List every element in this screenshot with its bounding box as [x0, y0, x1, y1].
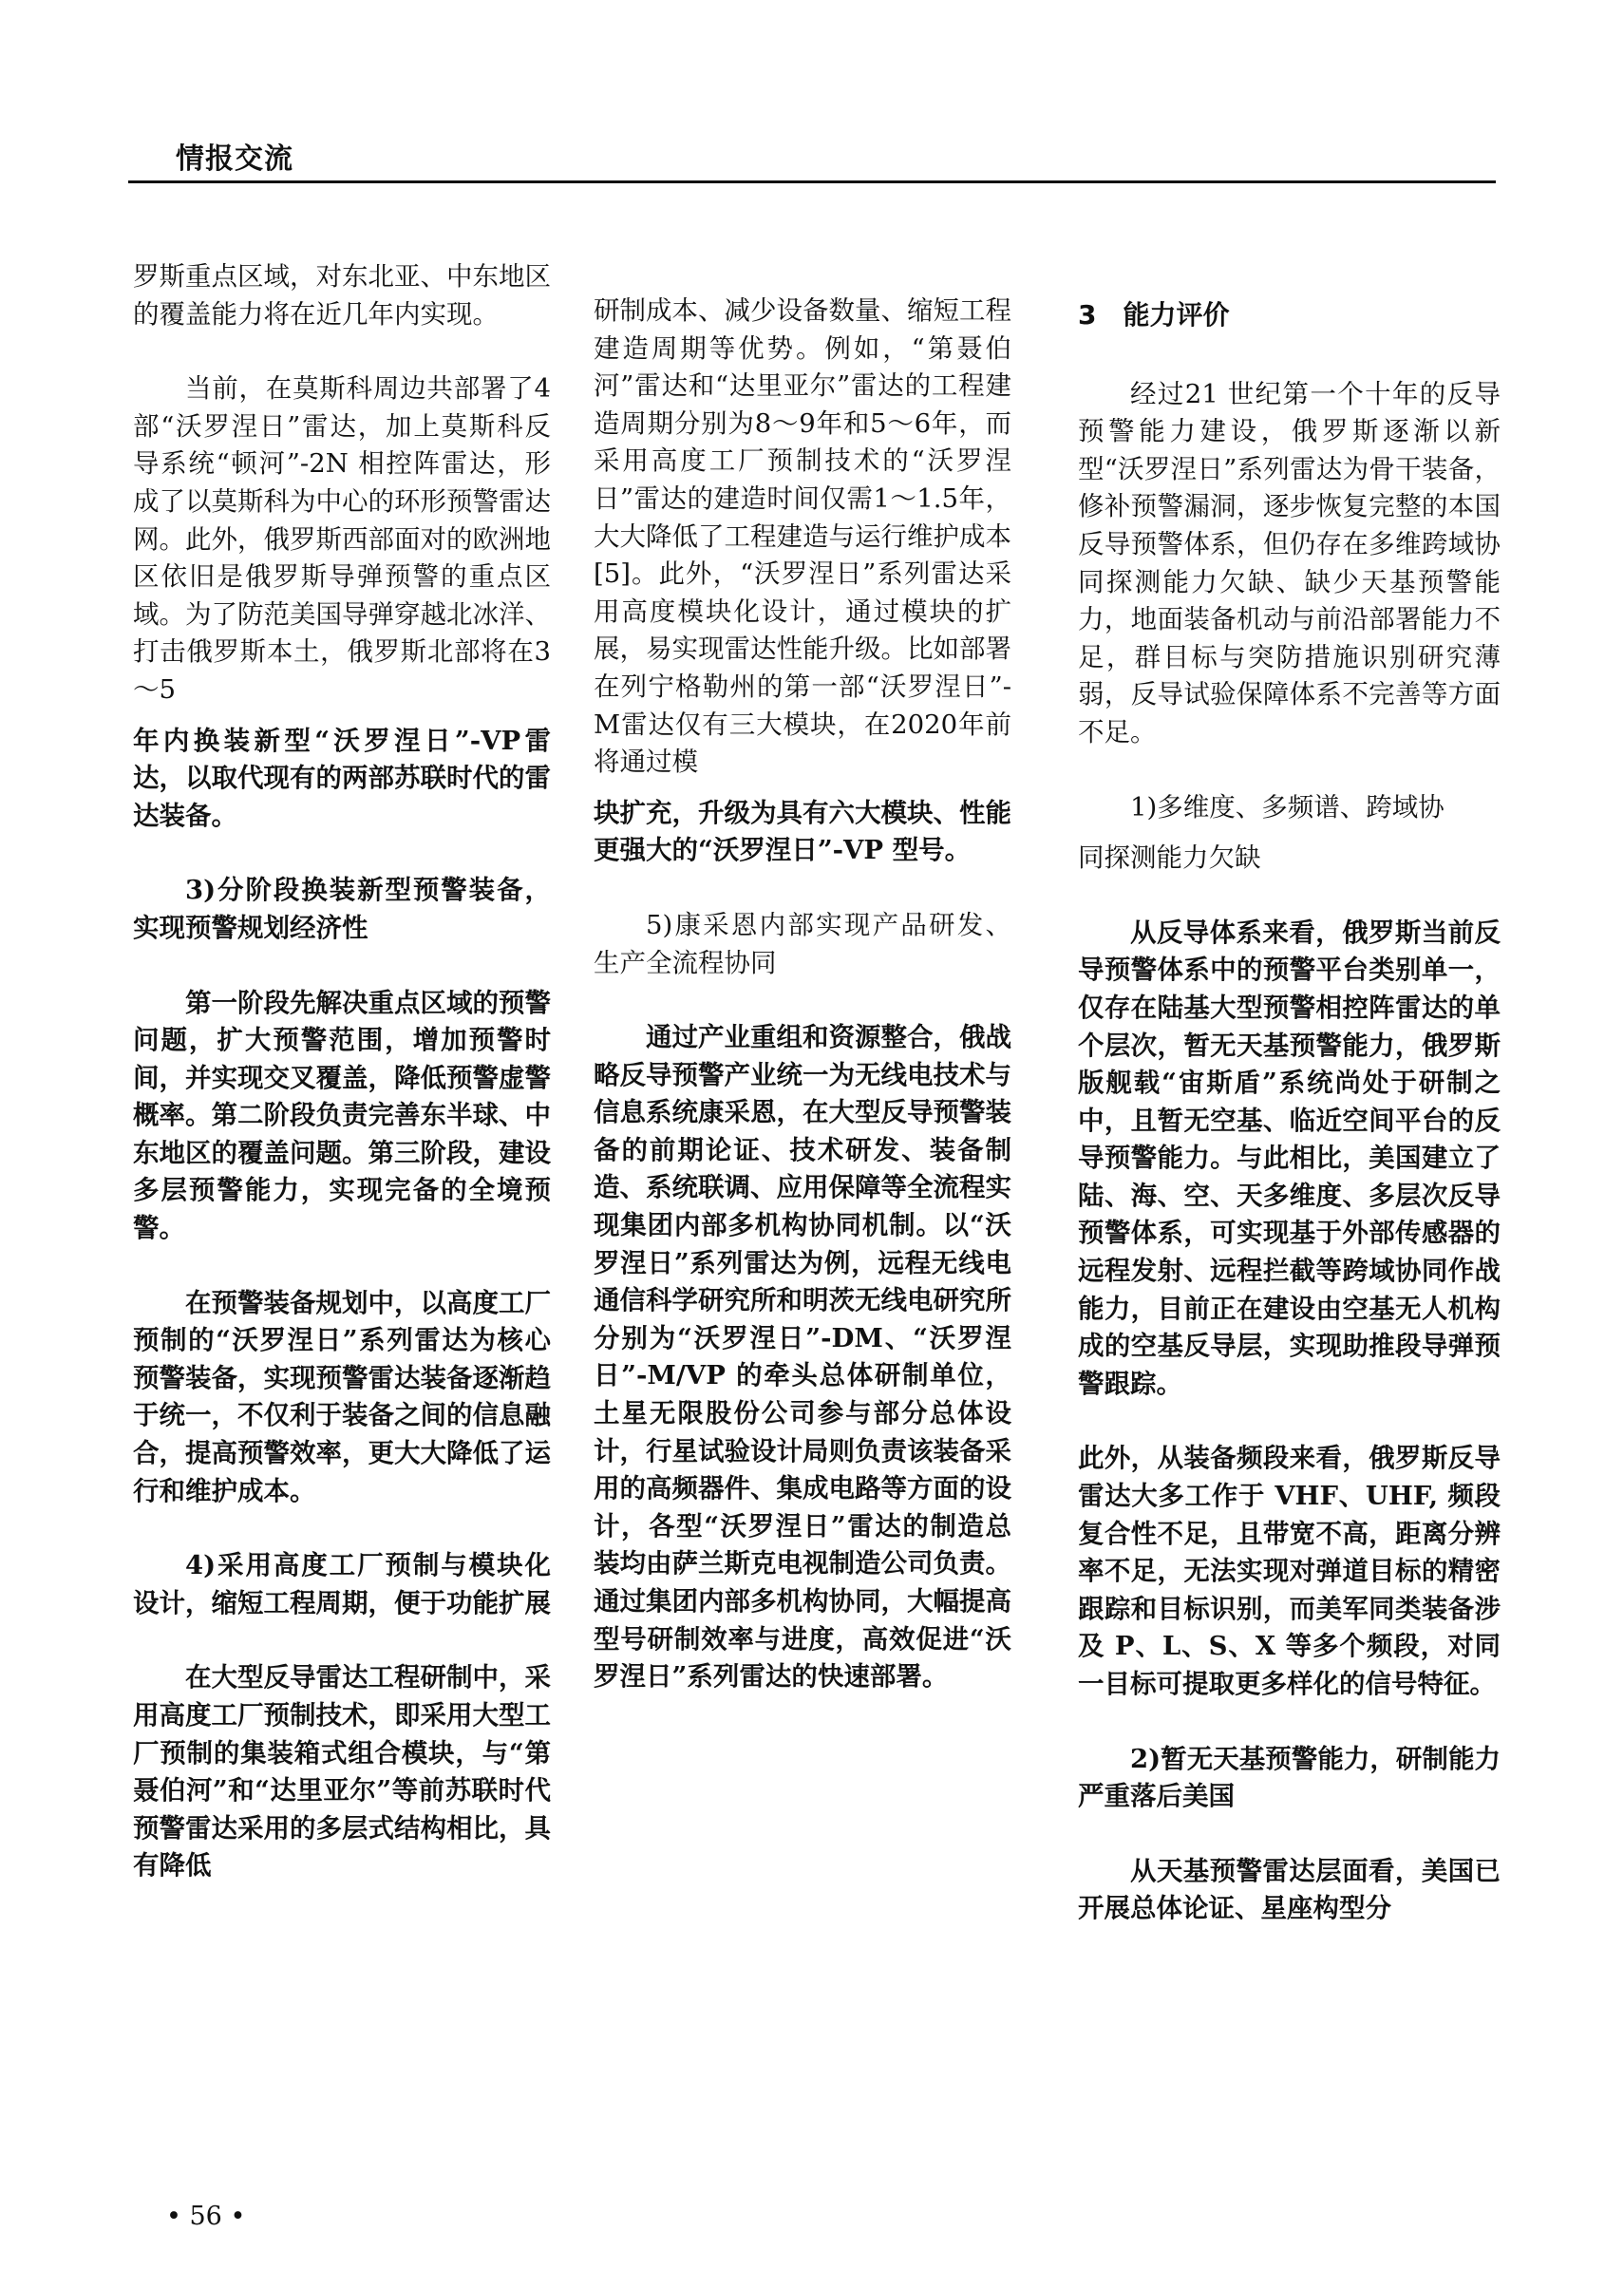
subheading: 4)采用高度工厂预制与模块化设计，缩短工程周期，便于功能扩展: [133, 1550, 551, 1618]
subheading: 3)分阶段换装新型预警装备，实现预警规划经济性: [133, 875, 551, 943]
column-3: [1078, 268, 1501, 1965]
page-number: • 56 •: [166, 2202, 246, 2231]
paragraph: 从反导体系来看，俄罗斯当前反导预警体系中的预警平台类别单一，仅存在陆基大型预警相控阵雷达的单个层次，暂无天基预警能力，俄罗斯版舰载“宙斯盾”系统尚处于研制之中，且暂无空基、临近空间平台的反导预警能力。与此相比，美国建立了陆、海、空、天多维度、多层次反导预警体系，可实现基于外部传感器的远程发射、远程拦截等跨域协同作战能力，目前正在建设由空基无人机构成的空基反导层，实现助推段导弹预警跟踪。: [1078, 917, 1501, 1399]
header-rule: [128, 180, 1496, 183]
paragraph: 罗斯重点区域，对东北亚、中东地区的覆盖能力将在近几年内实现。: [133, 261, 551, 330]
section-heading: 3 能力评价: [1078, 299, 1230, 331]
subheading: 2)暂无天基预警能力，研制能力严重落后美国: [1078, 1743, 1501, 1812]
paragraph: 块扩充，升级为具有六大模块、性能更强大的“沃罗涅日”-VP 型号。: [594, 797, 1011, 866]
paragraph: 在大型反导雷达工程研制中，采用高度工厂预制技术，即采用大型工厂预制的集装箱式组合模块，与“第聂伯河”和“达里亚尔”等前苏联时代预警雷达采用的多层式结构相比，具有降低: [133, 1662, 551, 1882]
paragraph: 第一阶段先解决重点区域的预警问题，扩大预警范围，增加预警时间，并实现交叉覆盖，降低预警虚警概率。第二阶段负责完善东半球、中东地区的覆盖问题。第三阶段，建设多层预警能力，实现完备的全境预警。: [133, 987, 551, 1244]
running-header: 情报交流: [176, 142, 293, 176]
paragraph: 研制成本、减少设备数量、缩短工程建造周期等优势。例如，“第聂伯河”雷达和“达里亚尔”雷达的工程建造周期分别为8～9年和5～6年，而采用高度工厂预制技术的“沃罗涅日”雷达的建造时间仅需1～1.5年，大大降低了工程建造与运行维护成本[5]。此外，“沃罗涅日”系列雷达采用高度模块化设计，通过模块的扩展，易实现雷达性能升级。比如部署在列宁格勒州的第一部“沃罗涅日”-M雷达仅有三大模块，在2020年前将通过模: [594, 295, 1011, 778]
paragraph: 此外，从装备频段来看，俄罗斯反导雷达大多工作于 VHF、UHF, 频段复合性不足，且带宽不高，距离分辨率不足，无法实现对弹道目标的精密跟踪和目标识别，而美军同类装备涉及 P、L、S、X 等多个频段，对同一目标可提取更多样化的信号特征。: [1078, 1443, 1501, 1699]
subheading: 1)多维度、多频谱、跨域协: [1130, 791, 1445, 823]
paragraph: 从天基预警雷达层面看，美国已开展总体论证、星座构型分: [1078, 1855, 1501, 1924]
paragraph: 当前，在莫斯科周边共部署了4部“沃罗涅日”雷达，加上莫斯科反导系统“顿河”-2N 相控阵雷达，形成了以莫斯科为中心的环形预警雷达网。此外，俄罗斯西部面对的欧洲地区依旧是俄罗斯导弹预警的重点区域。为了防范美国导弹穿越北冰洋、打击俄罗斯本土，俄罗斯北部将在3～5: [133, 373, 551, 705]
subheading: 5)康采恩内部实现产品研发、生产全流程协同: [594, 909, 1011, 978]
paragraph: 经过21 世纪第一个十年的反导预警能力建设，俄罗斯逐渐以新型“沃罗涅日”系列雷达为骨干装备，修补预警漏洞，逐步恢复完整的本国反导预警体系，但仍存在多维跨域协同探测能力欠缺、缺少天基预警能力，地面装备机动与前沿部署能力不足，群目标与突防措施识别研究薄弱，反导试验保障体系不完善等方面不足。: [1078, 378, 1501, 747]
paragraph: 年内换装新型“沃罗涅日”-VP雷达，以取代现有的两部苏联时代的雷达装备。: [133, 725, 551, 831]
subheading-continued: 同探测能力欠缺: [1078, 842, 1261, 874]
column-1: [133, 258, 551, 1922]
paragraph: 通过产业重组和资源整合，俄战略反导预警产业统一为无线电技术与信息系统康采恩，在大型反导预警装备的前期论证、技术研发、装备制造、系统联调、应用保障等全流程实现集团内部多机构协同机制。以“沃罗涅日”系列雷达为例，远程无线电通信科学研究所和明茨无线电研究所分别为“沃罗涅日”-DM、“沃罗涅日”-M/VP 的牵头总体研制单位，土星无限股份公司参与部分总体设计，行星试验设计局则负责该装备采用的高频器件、集成电路等方面的设计，各型“沃罗涅日”雷达的制造总装均由萨兰斯克电视制造公司负责。通过集团内部多机构协同，大幅提高型号研制效率与进度，高效促进“沃罗涅日”系列雷达的快速部署。: [594, 1022, 1011, 1693]
paragraph: 在预警装备规划中，以高度工厂预制的“沃罗涅日”系列雷达为核心预警装备，实现预警雷达装备逐渐趋于统一，不仅利于装备之间的信息融合，提高预警效率，更大大降低了运行和维护成本。: [133, 1287, 551, 1506]
column-2: [594, 293, 1011, 1733]
